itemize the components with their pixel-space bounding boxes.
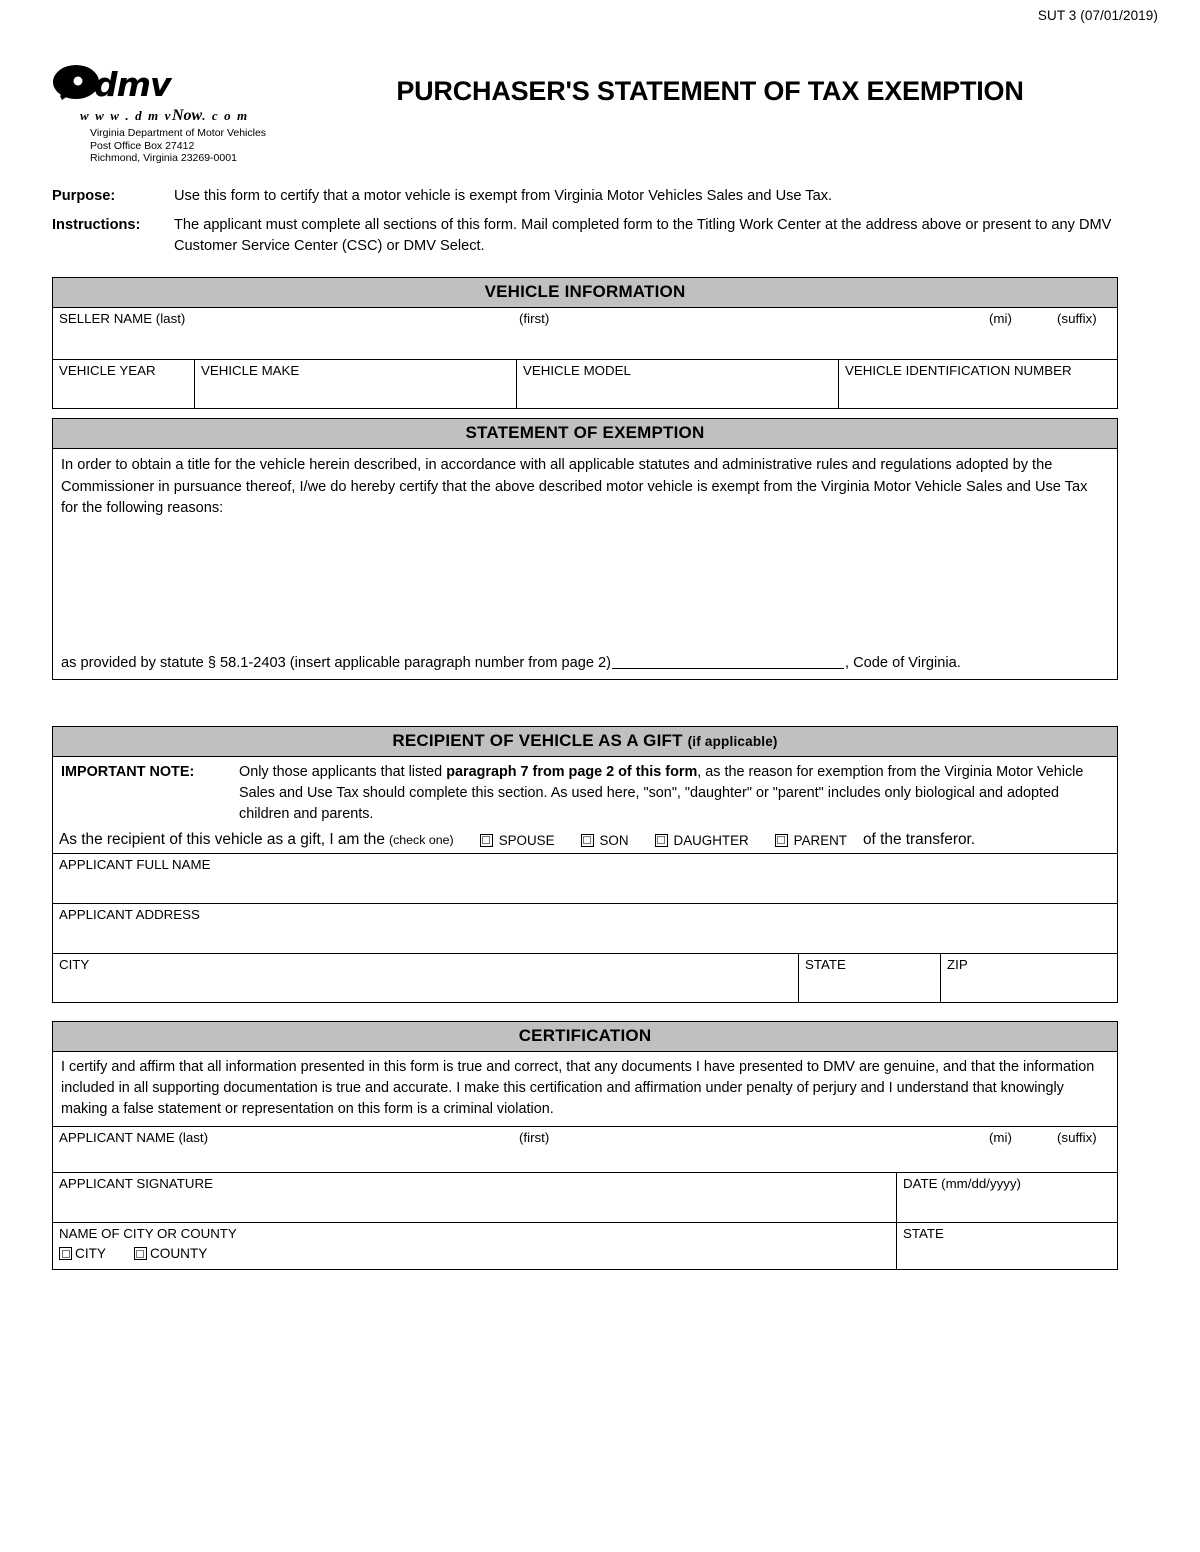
- purpose-row: [52, 186, 1122, 207]
- page-title: PURCHASER'S STATEMENT OF TAX EXEMPTION: [396, 76, 1024, 106]
- checkbox-daughter-box[interactable]: [655, 834, 668, 847]
- seller-suffix-label: (suffix): [1057, 311, 1097, 326]
- svg-text:dmv: dmv: [94, 65, 171, 104]
- important-note-text: [239, 762, 1109, 825]
- agency-address: [90, 127, 312, 165]
- seller-name-row: [53, 308, 1117, 360]
- note-part-1: Only those applicants that listed: [239, 764, 447, 780]
- checkbox-county-box[interactable]: [134, 1247, 147, 1260]
- seller-first-label: (first): [519, 311, 550, 326]
- vehicle-model-field[interactable]: [517, 360, 839, 408]
- statement-of-exemption-header: STATEMENT OF EXEMPTION: [53, 419, 1117, 449]
- checkbox-city-label: CITY: [75, 1246, 106, 1261]
- applicant-zip-label: ZIP: [947, 957, 968, 972]
- important-note-row: [53, 757, 1117, 829]
- applicant-zip-field[interactable]: [941, 954, 1117, 1002]
- purpose-label: Purpose:: [52, 188, 116, 204]
- important-note-label: IMPORTANT NOTE:: [61, 764, 195, 780]
- dmv-logo-icon: [52, 62, 252, 110]
- seller-name-label: SELLER NAME (last): [59, 311, 186, 326]
- vehicle-year-label: VEHICLE YEAR: [59, 363, 156, 378]
- relationship-lead-text: As the recipient of this vehicle as a gift, I am the: [59, 831, 385, 848]
- applicant-signature-label: APPLICANT SIGNATURE: [59, 1176, 213, 1191]
- city-county-row: [53, 1223, 1117, 1269]
- signature-date-row: [53, 1173, 1117, 1223]
- checkbox-son-label: SON: [599, 832, 629, 848]
- vehicle-information-section: [52, 277, 1118, 409]
- checkbox-county-label: COUNTY: [149, 1246, 208, 1261]
- checkbox-spouse-box[interactable]: [480, 834, 493, 847]
- applicant-state-label: STATE: [805, 957, 846, 972]
- certification-state-field[interactable]: [897, 1223, 1117, 1269]
- checkbox-spouse[interactable]: [480, 833, 555, 848]
- vin-label: VEHICLE IDENTIFICATION NUMBER: [845, 363, 1072, 378]
- agency-name: Virginia Department of Motor Vehicles: [90, 127, 267, 139]
- applicant-address-field[interactable]: [53, 904, 1117, 953]
- applicant-address-row: [53, 904, 1117, 954]
- statute-paragraph-input[interactable]: [612, 654, 844, 669]
- form-number: SUT 3 (07/01/2019): [1037, 8, 1158, 23]
- certification-applicant-name-label: APPLICANT NAME (last): [59, 1130, 209, 1145]
- statute-prefix: as provided by statute § 58.1-2403 (insert applicable paragraph number from page 2): [61, 655, 612, 671]
- purpose-text: Use this form to certify that a motor vehicle is exempt from Virginia Motor Vehicles Sales and Use Tax.: [174, 188, 833, 204]
- certification-applicant-first-label: (first): [519, 1130, 550, 1145]
- exemption-body-text: In order to obtain a title for the vehicle herein described, in accordance with all applicable statutes and administrative rules and regulations adopted by the Commissioner in pursuance thereof, I/we do hereby certify that the above described motor vehicle is exempt from the Virginia Motor Vehicle Sales and Use Tax for the following reasons:: [61, 457, 1088, 516]
- signature-date-label: DATE (mm/dd/yyyy): [903, 1176, 1021, 1191]
- applicant-city-state-zip-row: [53, 954, 1117, 1002]
- checkbox-daughter[interactable]: [655, 833, 749, 848]
- certification-header: CERTIFICATION: [53, 1022, 1117, 1052]
- vehicle-model-label: VEHICLE MODEL: [523, 363, 631, 378]
- recipient-gift-header: [53, 727, 1117, 757]
- recipient-gift-header-main: RECIPIENT OF VEHICLE AS A GIFT: [392, 731, 683, 750]
- vehicle-detail-row: [53, 360, 1117, 408]
- applicant-full-name-row: [53, 854, 1117, 904]
- applicant-signature-field[interactable]: [53, 1173, 897, 1222]
- seller-name-field[interactable]: [53, 308, 1117, 359]
- checkbox-son-box[interactable]: [581, 834, 594, 847]
- applicant-city-field[interactable]: [53, 954, 799, 1002]
- agency-city-state-zip: Richmond, Virginia 23269-0001: [90, 152, 237, 165]
- certification-applicant-name-field[interactable]: [53, 1127, 1117, 1172]
- checkbox-parent-label: PARENT: [793, 832, 847, 848]
- city-or-county-label: NAME OF CITY OR COUNTY: [59, 1226, 237, 1241]
- signature-date-field[interactable]: [897, 1173, 1117, 1222]
- statute-suffix: , Code of Virginia.: [845, 655, 961, 671]
- vehicle-information-header: VEHICLE INFORMATION: [53, 278, 1117, 308]
- recipient-gift-section: [52, 726, 1118, 1003]
- certification-applicant-name-row: [53, 1127, 1117, 1173]
- certification-section: [52, 1021, 1118, 1270]
- masthead: [52, 62, 1152, 172]
- vehicle-year-field[interactable]: [53, 360, 195, 408]
- instructions-row: [52, 215, 1122, 257]
- dmv-url: w w w . d m vNow. c o m: [80, 107, 249, 124]
- certification-body-text: I certify and affirm that all information presented in this form is true and correct, that any documents I have presented to DMV are genuine, and that the information included in all supporting documentation is true and accurate. I make this certification and affirmation under penalty of perjury and I understand that knowingly making a false statement or representation on this form is a criminal violation.: [53, 1052, 1117, 1127]
- statute-line: [53, 654, 1117, 679]
- note-part-2: , as the reason for exemption from the Virginia Motor Vehicle Sales and Use Tax should complete this section. As used here, "son", "daughter" or "parent" includes only biological and adopted children and parents.: [239, 764, 1084, 822]
- vehicle-make-field[interactable]: [195, 360, 517, 408]
- vin-field[interactable]: [839, 360, 1117, 408]
- checkbox-parent-box[interactable]: [775, 834, 788, 847]
- certification-applicant-suffix-label: (suffix): [1057, 1130, 1097, 1145]
- checkbox-parent[interactable]: [775, 833, 847, 848]
- applicant-full-name-field[interactable]: [53, 854, 1117, 903]
- instructions-label: Instructions:: [52, 217, 141, 233]
- applicant-full-name-label: APPLICANT FULL NAME: [59, 857, 211, 872]
- checkbox-city-box[interactable]: [59, 1247, 72, 1260]
- statement-of-exemption-section: [52, 418, 1118, 680]
- check-one-hint: (check one): [388, 833, 454, 847]
- applicant-state-field[interactable]: [799, 954, 941, 1002]
- applicant-address-label: APPLICANT ADDRESS: [59, 907, 200, 922]
- intro-block: [52, 186, 1122, 265]
- checkbox-spouse-label: SPOUSE: [498, 832, 555, 848]
- seller-mi-label: (mi): [989, 311, 1012, 326]
- instructions-text: The applicant must complete all sections of this form. Mail completed form to the Titling Work Center at the address above or present to any DMV Customer Service Center (CSC) or DMV Select.: [174, 217, 1112, 254]
- city-county-checkbox-group: [59, 1246, 896, 1261]
- city-or-county-field[interactable]: [53, 1223, 897, 1269]
- certification-applicant-mi-label: (mi): [989, 1130, 1012, 1145]
- agency-po-box: Post Office Box 27412: [90, 139, 195, 152]
- checkbox-son[interactable]: [581, 833, 629, 848]
- certification-state-label: STATE: [903, 1226, 944, 1241]
- relationship-trailing-text: of the transferor.: [863, 831, 976, 848]
- recipient-gift-header-suffix: (if applicable): [687, 734, 778, 749]
- relationship-check-row: [53, 829, 1117, 854]
- exemption-reasons-area[interactable]: [53, 449, 1117, 654]
- vehicle-make-label: VEHICLE MAKE: [201, 363, 300, 378]
- applicant-city-label: CITY: [59, 957, 90, 972]
- checkbox-daughter-label: DAUGHTER: [673, 832, 749, 848]
- note-bold-phrase: paragraph 7 from page 2 of this form: [446, 764, 698, 780]
